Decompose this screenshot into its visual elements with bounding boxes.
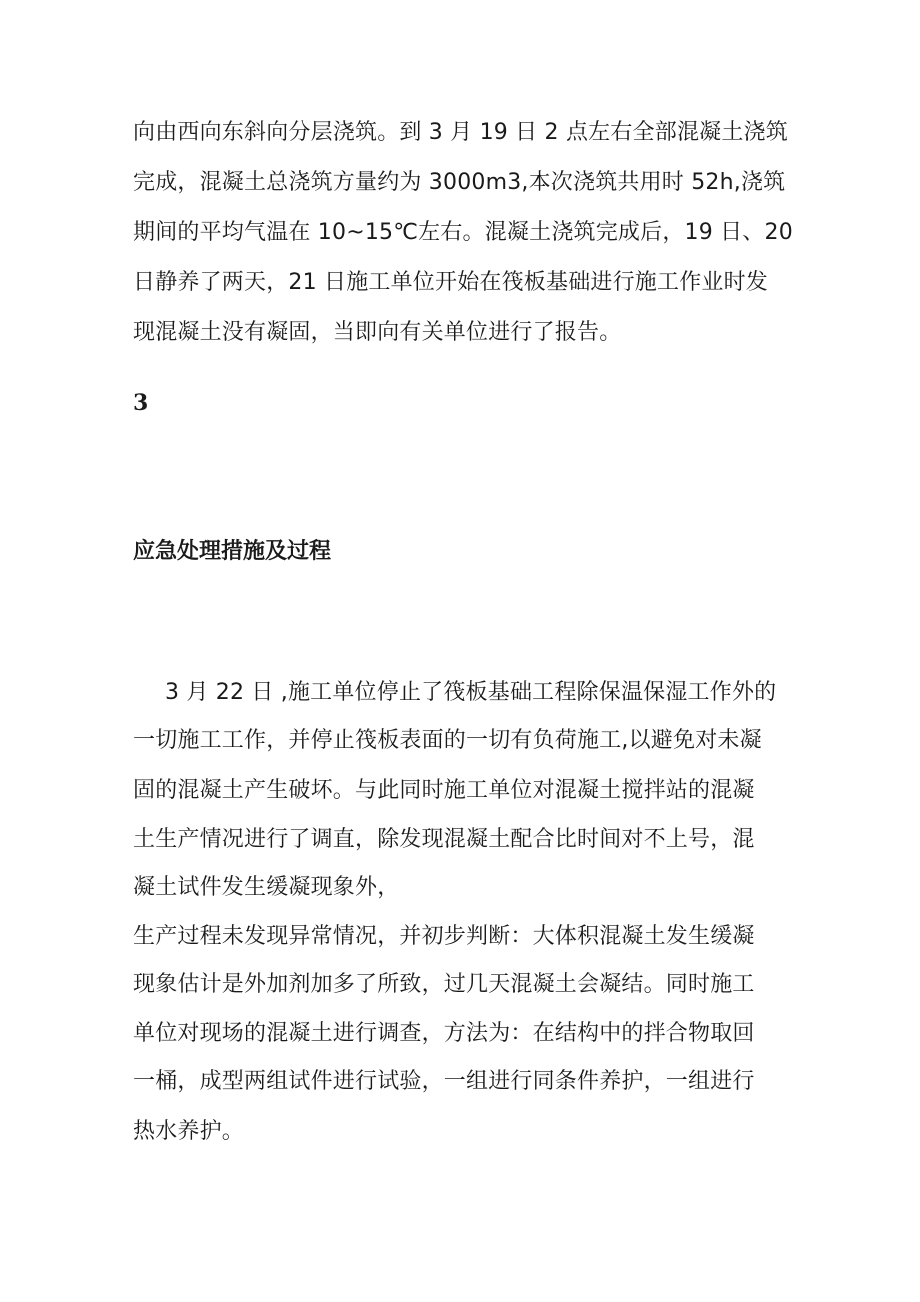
paragraph-3-line-1: 生产过程未发现异常情况，并初步判断：大体积混凝土发生缓凝 [133, 924, 755, 949]
section-title: 应急处理措施及过程 [133, 539, 332, 564]
paragraph-2-line-2: 一切施工工作，并停止筏板表面的一切有负荷施工,以避免对未凝 [133, 728, 762, 753]
paragraph-3-line-5: 热水养护。 [133, 1119, 245, 1144]
paragraph-2-line-3: 固的混凝土产生破坏。与此同时施工单位对混凝土搅拌站的混凝 [133, 778, 755, 803]
paragraph-1-line-2: 完成，混凝土总浇筑方量约为 3000m3,本次浇筑共用时 52h,浇筑 [133, 170, 786, 195]
paragraph-2-line-1: 3 月 22 日 ,施工单位停止了筏板基础工程除保温保湿工作外的 [165, 680, 777, 705]
paragraph-3-line-2: 现象估计是外加剂加多了所致，过几天混凝土会凝结。同时施工 [133, 972, 755, 997]
paragraph-1-line-5: 现混凝土没有凝固，当即向有关单位进行了报告。 [133, 320, 622, 345]
section-number: 3 [133, 390, 149, 416]
paragraph-1-line-3: 期间的平均气温在 10~15℃左右。混凝土浇筑完成后，19 日、20 [133, 220, 793, 245]
paragraph-2-line-5: 凝土试件发生缓凝现象外， [133, 875, 400, 900]
paragraph-3-line-4: 一桶，成型两组试件进行试验，一组进行同条件养护，一组进行 [133, 1069, 755, 1094]
paragraph-2-line-4: 土生产情况进行了调直，除发现混凝土配合比时间对不上号，混 [133, 827, 755, 852]
paragraph-1-line-1: 向由西向东斜向分层浇筑。到 3 月 19 日 2 点左右全部混凝土浇筑 [133, 120, 788, 145]
paragraph-3-line-3: 单位对现场的混凝土进行调查，方法为：在结构中的拌合物取回 [133, 1021, 755, 1046]
paragraph-1-line-4: 日静养了两天，21 日施工单位开始在筏板基础进行施工作业时发 [133, 270, 768, 295]
